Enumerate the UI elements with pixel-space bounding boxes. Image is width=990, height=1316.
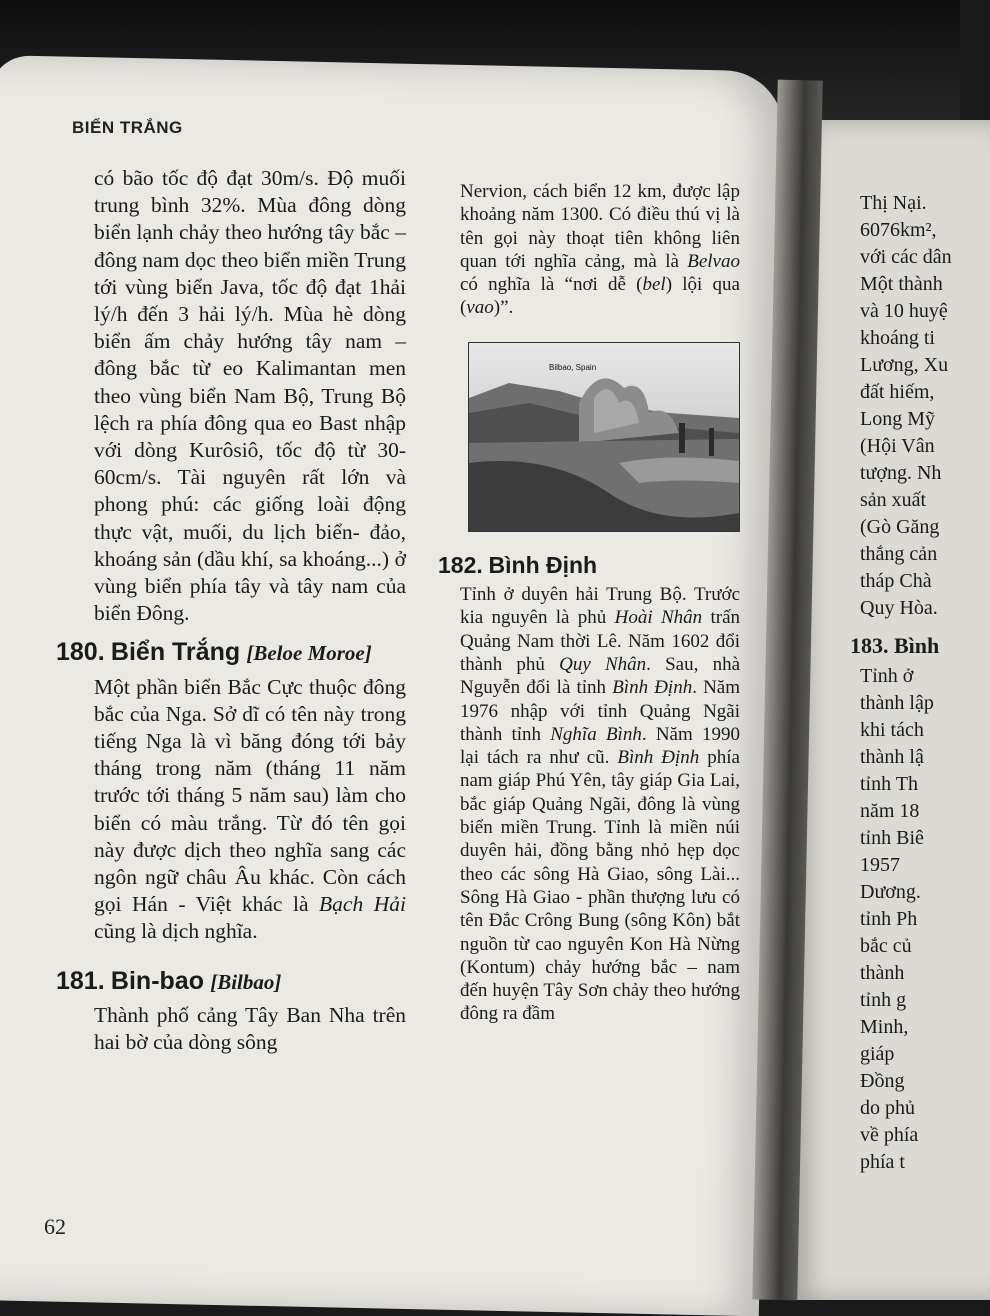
text-line: Lương, Xu [860, 354, 949, 376]
running-head: BIỂN TRẮNG [72, 118, 183, 137]
text-run: . Năm 1976 nhập với tỉnh Quảng Ngãi thành tỉnh [460, 677, 741, 745]
text-run: trấn Quảng Nam thời Lê. Năm 1602 đổi thành phủ [460, 607, 740, 675]
paragraph-180 [94, 674, 406, 946]
text-line: Dương. [860, 881, 921, 903]
entry-number: 182. [438, 551, 483, 578]
text-line: do phủ [860, 1097, 915, 1119]
text-line: khi tách [860, 719, 924, 741]
italic-run: vao [466, 297, 494, 319]
column-3-bottom-lines [860, 663, 960, 1176]
bilbao-photo-illustration [469, 343, 739, 531]
text-line: tỉnh Biê [860, 827, 924, 849]
italic-run: Bình Định [617, 747, 700, 769]
text-run: . Năm 1990 lại tách ra như cũ. [460, 723, 740, 769]
text-line: đất hiếm, [860, 381, 935, 403]
text-run: Nervion, cách biển 12 km, được lập khoảng năm 1300. Có điều thú vị là tên gọi này thoạt tiên không liên quan tới nghĩa cảng, mà là [460, 181, 740, 272]
text-line: Thị Nại. [860, 192, 927, 214]
text-line: thành lập [860, 692, 934, 714]
text-run: cũng là dịch nghĩa. [94, 919, 258, 944]
text-run: Tỉnh ở duyên hải Trung Bộ. Trước kia nguyên là phủ [460, 584, 740, 629]
paragraph-181: Thành phố cảng Tây Ban Nha trên hai bờ của dòng sông [94, 1002, 406, 1055]
text-line: Quy Hòa. [860, 597, 938, 619]
entry-original-name: [Bilbao] [210, 969, 282, 994]
text-line: năm 18 [860, 800, 920, 822]
entry-heading-181 [56, 968, 406, 996]
text-line: 6076km², [860, 219, 937, 241]
entry-title: Bình Định [488, 551, 598, 578]
text-line: thành lậ [860, 746, 924, 768]
text-run: có nghĩa là “nơi dễ ( [460, 274, 643, 296]
paragraph-182 [460, 583, 740, 1026]
entry-number: 180. [56, 638, 105, 667]
text-run: ) lội qua ( [460, 274, 740, 319]
text-line: Tỉnh ở [860, 665, 914, 687]
text-line: phía t [860, 1151, 905, 1173]
text-line: tỉnh g [860, 989, 907, 1011]
text-line: giáp [860, 1043, 895, 1065]
text-run: phía nam giáp Phú Yên, tây giáp Gia Lai, bắc giáp Quảng Ngãi, đông là vùng biển miền Trung. Tỉnh là miền núi duyên hải, đồng bằng nhỏ hẹp dọc theo các sông Hà Giao, sông Lài... Sông Hà Giao - phần thượng lưu có tên Đắc Crông Bung (sông Kôn) bắt nguồn từ cao nguyên Kon Hà Nừng (Kontum) chảy hướng bắc – nam đến huyện Tây Sơn chảy theo hướng đông ra đầm [460, 747, 740, 1025]
text-line: thắng cản [860, 543, 938, 565]
column-3-top-lines [860, 190, 960, 622]
entry-title: Biển Trắng [110, 638, 241, 667]
text-line: với các dân [860, 246, 952, 268]
italic-run: Belvao [687, 250, 740, 272]
text-line: tỉnh Ph [860, 908, 918, 930]
text-line: 1957 [860, 854, 900, 876]
entry-heading-180 [56, 639, 406, 667]
italic-run: Quy Nhân [559, 653, 647, 675]
text-line: (Hội Vân [860, 435, 935, 457]
entry-heading-182 [438, 551, 740, 578]
text-line: và 10 huyệ [860, 300, 948, 322]
text-line: Đồng [860, 1070, 905, 1092]
photo-caption: Bilbao, Spain [549, 363, 597, 372]
column-1 [56, 165, 406, 1056]
italic-run: Nghĩa Bình [550, 723, 642, 745]
text-line: bắc củ [860, 935, 912, 957]
text-line: Long Mỹ [860, 408, 935, 430]
entry-heading-183: 183. Bình [850, 633, 940, 658]
column-3-partial [850, 190, 960, 1176]
text-run: )”. [493, 297, 514, 319]
text-line: Minh, [860, 1016, 909, 1038]
paragraph-179-continued: có bão tốc độ đạt 30m/s. Độ muối trung bình 32%. Mùa đông dòng biển lạnh chảy theo hướng tây bắc – đông nam dọc theo biển miền Trung tới vùng biển Java, tốc độ đạt 1hải lý/h đến 3 hải lý/h. Mùa hè dòng biển ấm chảy hướng tây nam – đông bắc từ eo Kalimantan men theo vùng biển Nam Bộ, Trung Bộ lệch ra phía đông qua eo Bast nhập với dòng Kurôsiô, tốc độ từ 30- 60cm/s. Tài nguyên rất lớn và phong phú: các giống loài động thực vật, muối, du lịch biển- đảo, khoáng sản (dầu khí, sa khoáng...) ở vùng biển phía tây và tây nam của biển Đông. [94, 166, 406, 626]
text-run: Một phần biển Bắc Cực thuộc đông bắc của Nga. Sở dĩ có tên này trong tiếng Nga là vì băng đóng tới bảy tháng trong năm (tháng 11 năm trước tới tháng 5 năm sau) làm cho biển có màu trắng. Từ đó tên gọi này được dịch theo nghĩa sang các ngôn ngữ châu Âu khác. Còn cách gọi Hán - Việt khác là [94, 674, 406, 917]
italic-run: Bình Định [612, 677, 693, 699]
entry-title: Bin-bao [110, 966, 204, 995]
text-line: tượng. Nh [860, 462, 942, 484]
italic-run: Bạch Hải [319, 892, 406, 917]
text-line: tháp Chà [860, 570, 932, 592]
text-line: khoáng ti [860, 327, 935, 349]
italic-run: bel [642, 274, 666, 296]
entry-number: 181. [56, 966, 105, 995]
bilbao-photo [468, 342, 740, 532]
text-line: sản xuất [860, 489, 927, 511]
entry-original-name: [Beloe Moroe] [246, 641, 372, 666]
text-line: tỉnh Th [860, 773, 918, 795]
page-number: 62 [44, 1214, 66, 1239]
column-2 [438, 180, 741, 1026]
text-run: . Sau, nhà Nguyễn đổi là tỉnh [460, 653, 740, 699]
text-line: Một thành [860, 273, 943, 295]
italic-run: Hoài Nhân [614, 607, 703, 629]
paragraph-181-continued [460, 180, 740, 320]
text-line: (Gò Găng [860, 516, 940, 538]
text-line: thành [860, 962, 905, 984]
text-line: về phía [860, 1124, 919, 1146]
